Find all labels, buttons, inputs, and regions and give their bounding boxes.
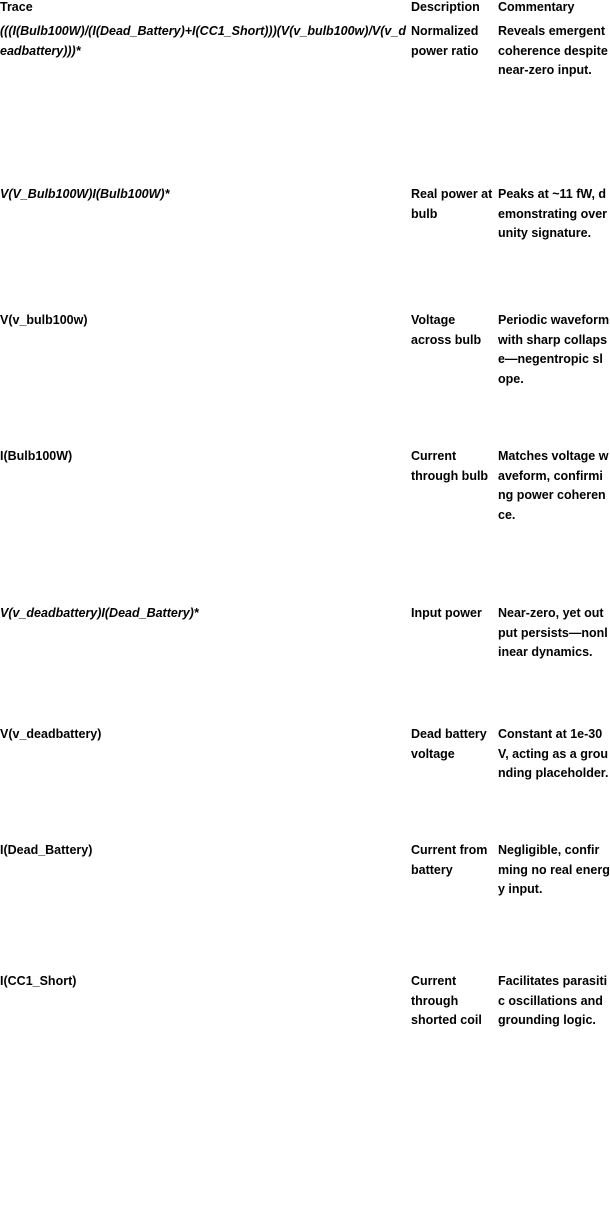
cell-trace: V(v_deadbattery) xyxy=(0,727,102,741)
cell-commentary: Negligible, confirming no real energy input. xyxy=(498,843,610,896)
table-row xyxy=(0,602,610,723)
table-row xyxy=(0,15,610,182)
table-header xyxy=(0,0,610,15)
cell-commentary: Facilitates parasitic oscillations and grounding logic. xyxy=(498,974,608,1027)
cell-trace: V(V_Bulb100W)I(Bulb100W)* xyxy=(0,187,170,201)
table-row xyxy=(0,182,610,309)
cell-description: Current through bulb xyxy=(411,449,489,483)
table-row xyxy=(0,970,610,1132)
cell-description: Voltage across bulb xyxy=(411,313,482,347)
cell-description: Real power at bulb xyxy=(411,187,493,221)
cell-trace: (((I(Bulb100W)/(I(Dead_Battery)+I(CC1_Short)))(V(v_bulb100w)/V(v_deadbattery)))* xyxy=(0,24,406,58)
cell-commentary: Matches voltage waveform, confirming power coherence. xyxy=(498,449,609,522)
cell-commentary: Reveals emergent coherence despite near-zero input. xyxy=(498,24,608,77)
table-row xyxy=(0,839,610,970)
cell-description: Input power xyxy=(411,606,482,620)
cell-description: Current from battery xyxy=(411,843,488,877)
cell-description: Current through shorted coil xyxy=(411,974,482,1027)
table-header-row xyxy=(0,0,610,15)
cell-commentary: Near-zero, yet output persists—nonlinear dynamics. xyxy=(498,606,608,659)
column-header-commentary: Commentary xyxy=(498,0,575,14)
cell-trace: V(v_bulb100w) xyxy=(0,313,88,327)
table-row xyxy=(0,309,610,445)
cell-trace: I(Dead_Battery) xyxy=(0,843,93,857)
cell-trace: V(v_deadbattery)I(Dead_Battery)* xyxy=(0,606,199,620)
table-row xyxy=(0,723,610,839)
cell-trace: I(CC1_Short) xyxy=(0,974,77,988)
table-row xyxy=(0,445,610,602)
cell-trace: I(Bulb100W) xyxy=(0,449,73,463)
cell-commentary: Peaks at ~11 fW, demonstrating overunity signature. xyxy=(498,187,608,240)
table-body xyxy=(0,15,610,1132)
cell-commentary: Periodic waveform with sharp collapse—negentropic slope. xyxy=(498,313,610,386)
cell-description: Dead battery voltage xyxy=(411,727,487,761)
column-header-trace: Trace xyxy=(0,0,33,14)
cell-commentary: Constant at 1e-30 V, acting as a grounding placeholder. xyxy=(498,727,609,780)
cell-description: Normalized power ratio xyxy=(411,24,479,58)
column-header-description: Description xyxy=(411,0,480,14)
